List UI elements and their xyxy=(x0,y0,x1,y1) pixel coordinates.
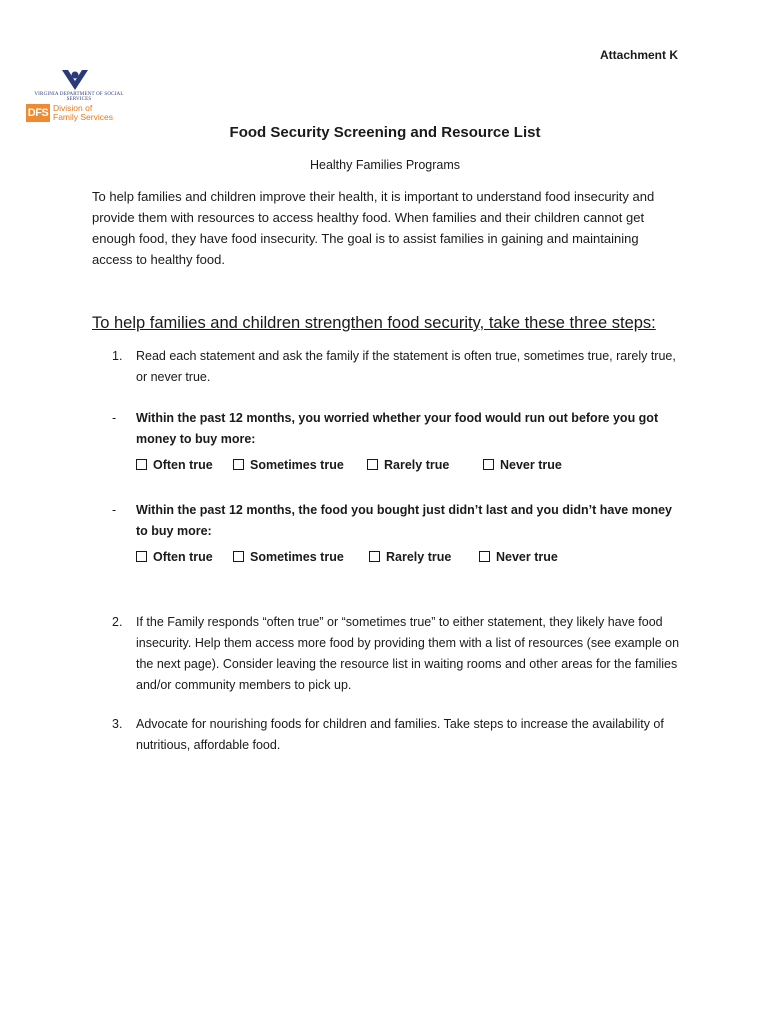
q2-option-sometimes[interactable] xyxy=(233,550,344,564)
attachment-label: Attachment K xyxy=(599,48,678,62)
q2-option-rarely-label: Rarely true xyxy=(386,550,452,564)
question-1-options xyxy=(136,458,696,478)
question-1-bullet: - xyxy=(112,411,117,425)
checkbox-icon[interactable] xyxy=(136,551,147,562)
checkbox-icon[interactable] xyxy=(367,459,378,470)
question-2 xyxy=(112,500,687,542)
q1-option-rarely-label: Rarely true xyxy=(384,458,450,472)
vdss-dfs-logo xyxy=(26,68,132,124)
q2-option-rarely[interactable] xyxy=(369,550,451,564)
document-subtitle: Healthy Families Programs xyxy=(309,158,461,172)
division-name xyxy=(53,104,133,121)
step-3 xyxy=(112,714,687,756)
q1-option-sometimes[interactable] xyxy=(233,458,344,472)
agency-name: VIRGINIA DEPARTMENT OF SOCIAL SERVICES xyxy=(34,92,124,102)
checkbox-icon[interactable] xyxy=(136,459,147,470)
step-1-text: Read each statement and ask the family if the statement is often true, sometimes true, rarely true, or never true. xyxy=(136,349,676,384)
question-2-bullet: - xyxy=(112,503,117,517)
question-1 xyxy=(112,408,687,450)
dfs-mark: DFS xyxy=(26,104,50,122)
q1-option-often-label: Often true xyxy=(153,458,213,472)
q2-option-often[interactable] xyxy=(136,550,213,564)
checkbox-icon[interactable] xyxy=(369,551,380,562)
question-2-text: Within the past 12 months, the food you bought just didn’t last and you didn’t have money to buy more: xyxy=(136,503,672,538)
step-3-number: 3. xyxy=(112,717,123,731)
q1-option-rarely[interactable] xyxy=(367,458,449,472)
q1-option-never[interactable] xyxy=(483,458,562,472)
q2-option-never-label: Never true xyxy=(496,550,558,564)
checkbox-icon[interactable] xyxy=(483,459,494,470)
q1-option-often[interactable] xyxy=(136,458,213,472)
step-3-text: Advocate for nourishing foods for children and families. Take steps to increase the availability of nutritious, affordable food. xyxy=(136,717,664,752)
q1-option-never-label: Never true xyxy=(500,458,562,472)
question-2-options xyxy=(136,550,696,570)
step-2-text: If the Family responds “often true” or “sometimes true” to either statement, they likely have food insecurity. Help them access more food by providing them with a list of resources (see example on the next page). Consider leaving the resource list in waiting rooms and other areas for the families and/or community members to pick up. xyxy=(136,615,680,692)
intro-paragraph: To help families and children improve their health, it is important to understand food insecurity and provide them with resources to access healthy food. When families and their children cannot get enough food, they have food insecurity. The goal is to assist families in gaining and maintaining access to healthy food. xyxy=(92,189,655,267)
checkbox-icon[interactable] xyxy=(479,551,490,562)
q2-option-sometimes-label: Sometimes true xyxy=(250,550,344,564)
q2-option-never[interactable] xyxy=(479,550,558,564)
step-2-number: 2. xyxy=(112,615,123,629)
step-1 xyxy=(112,346,687,388)
checkbox-icon[interactable] xyxy=(233,551,244,562)
steps-heading: To help families and children strengthen food security, take these three steps: xyxy=(92,314,656,332)
checkbox-icon[interactable] xyxy=(233,459,244,470)
division-line-2: Family Services xyxy=(53,111,113,122)
question-1-text: Within the past 12 months, you worried whether your food would run out before you got money to buy more: xyxy=(136,411,659,446)
step-1-number: 1. xyxy=(112,349,123,363)
document-title: Food Security Screening and Resource List xyxy=(229,124,541,141)
q1-option-sometimes-label: Sometimes true xyxy=(250,458,344,472)
q2-option-often-label: Often true xyxy=(153,550,213,564)
vdss-emblem-icon xyxy=(60,68,90,92)
division-line-1: Division of xyxy=(53,103,93,113)
step-2 xyxy=(112,612,687,696)
